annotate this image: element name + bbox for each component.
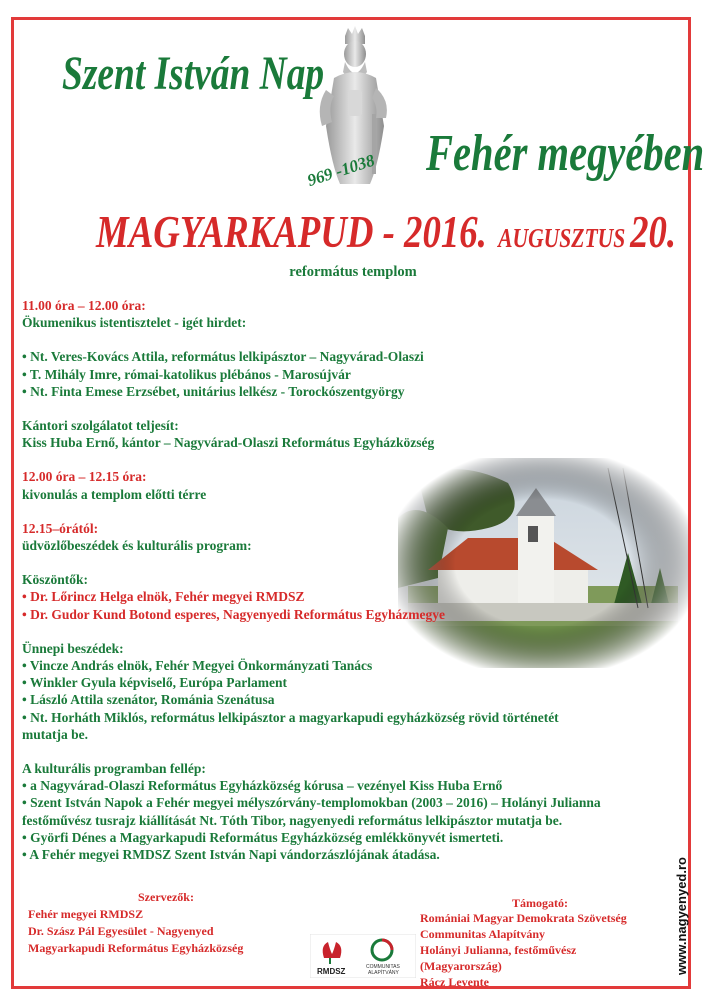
organizers-list — [28, 906, 243, 957]
cantor-item: Kiss Huba Ernő, kántor – Nagyvárad-Olaszi Református Egyházközség — [22, 435, 435, 451]
organizer-item: Dr. Szász Pál Egyesület - Nagyenyed — [28, 924, 214, 938]
speeches-heading: Ünnepi beszédek: — [22, 640, 124, 656]
cultural-item: • Györfi Dénes a Magyarkapudi Református Egyházközség emlékkönyvét ismerteti. — [22, 829, 504, 845]
time-slot-3: 12.15–órától: — [22, 520, 99, 536]
speaker-item: • Winkler Gyula képviselő, Európa Parlament — [22, 675, 288, 691]
organizer-item: Fehér megyei RMDSZ — [28, 907, 144, 921]
supporter-item: Holányi Julianna, festőművész — [420, 943, 577, 957]
event-heading — [96, 205, 676, 258]
cultural-item: • A Fehér megyei RMDSZ Szent István Napi vándorzászlójának átadása. — [22, 847, 440, 863]
welcomer-item: • Dr. Lőrincz Helga elnök, Fehér megyei RMDSZ — [22, 589, 305, 605]
communitas-logo-text-2: ALAPÍTVÁNY — [368, 970, 399, 976]
rmdsz-logo-text: RMDSZ — [317, 967, 346, 976]
sponsor-logos — [310, 934, 416, 978]
website-url: www.nagyenyed.ro — [674, 857, 689, 975]
cultural-heading: A kulturális programban fellép: — [22, 761, 206, 777]
speaker-item-continued: mutatja be. — [22, 726, 88, 742]
day-label: 20. — [630, 206, 677, 257]
time-slot-2: 12.00 óra – 12.15 óra: — [22, 469, 147, 485]
speaker-item: • Nt. Horháth Miklós, református lelkipásztor a magyarkapudi egyházközség rövid történetét — [22, 709, 559, 725]
cultural-item: • a Nagyvárad-Olaszi Református Egyházközség kórusa – vezényel Kiss Huba Ernő — [22, 778, 503, 794]
time-slot-1: 11.00 óra – 12.00 óra: — [22, 298, 146, 313]
preacher-item: • Nt. Finta Emese Erzsébet, unitárius lelkész - Torockószentgyörgy — [22, 383, 405, 399]
procession-text: kivonulás a templom előtti térre — [22, 486, 207, 502]
supporter-item: Rácz Levente — [420, 975, 489, 989]
cultural-item: • Szent István Napok a Fehér megyei mélyszórvány-templomokban (2003 – 2016) – Holányi Julianna — [22, 795, 601, 811]
welcomer-item: • Dr. Gudor Kund Botond esperes, Nagyenyedi Református Egyházmegye — [22, 606, 445, 622]
service-intro: Ökumenikus istentisztelet - igét hirdet: — [22, 315, 247, 331]
cultural-item-continued: festőművész tusrajz kiállítását Nt. Tóth Tibor, nagyenyedi református lelkipásztor mutatja be. — [22, 812, 563, 828]
venue-subtitle: református templom — [289, 264, 417, 280]
years-label: 969 -1038 — [305, 150, 377, 191]
organizers-label: Szervezők: — [138, 890, 194, 904]
speaker-item: • Vincze András elnök, Fehér Megyei Önkormányzati Tanács — [22, 658, 373, 674]
program-text — [22, 297, 692, 863]
communitas-logo-text-1: COMMUNITAS — [366, 964, 400, 970]
greetings-program: üdvözlőbeszédek és kulturális program: — [22, 538, 252, 554]
title-line-1: Szent István Nap — [62, 47, 325, 100]
supporter-item: (Magyarország) — [420, 959, 502, 973]
cantor-heading: Kántori szolgálatot teljesít: — [22, 418, 179, 434]
welcome-heading: Köszöntők: — [22, 572, 89, 588]
title-line-2: Fehér megyében — [426, 125, 705, 182]
supporters-list — [420, 910, 627, 990]
month-label: AUGUSZTUS — [498, 223, 626, 253]
place-year: MAGYARKAPUD - 2016. — [96, 206, 487, 257]
organizer-item: Magyarkapudi Református Egyházközség — [28, 941, 244, 955]
supporters-label: Támogató: — [512, 896, 568, 910]
preacher-item: • Nt. Veres-Kovács Attila, református lelkipásztor – Nagyvárad-Olaszi — [22, 349, 424, 365]
supporter-item: Romániai Magyar Demokrata Szövetség — [420, 911, 627, 925]
supporter-item: Communitas Alapítvány — [420, 927, 546, 941]
speaker-item: • László Attila szenátor, Románia Szenátusa — [22, 692, 275, 708]
preacher-item: • T. Mihály Imre, római-katolikus plébános - Marosújvár — [22, 366, 351, 382]
